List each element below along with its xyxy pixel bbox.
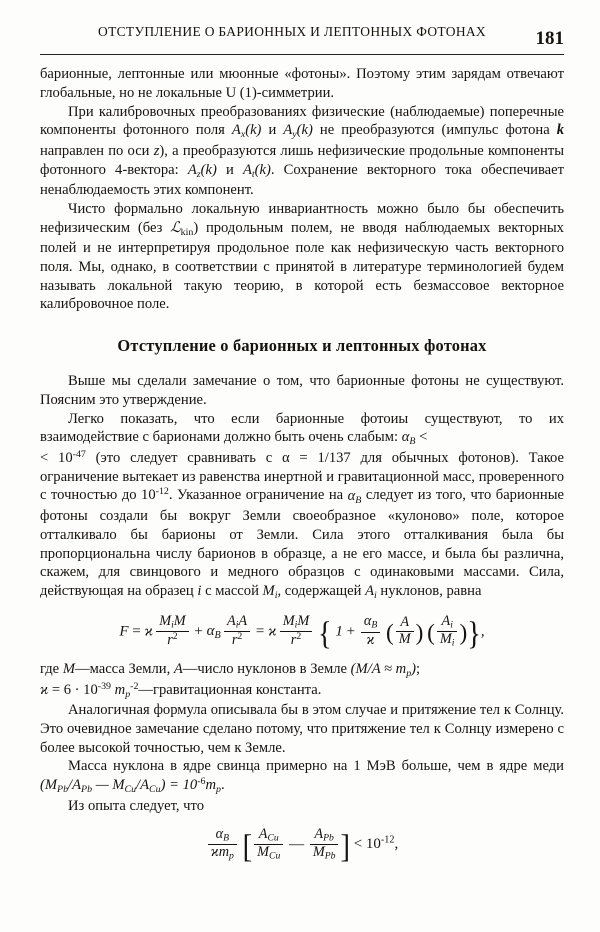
math-A-x-k: $A_x(k)$ <box>231 122 262 141</box>
math-alpha-B: $\alpha_B$ <box>347 487 362 506</box>
math-M-over-A: $(M/A \approx m_p)$ <box>350 661 417 679</box>
math-nucleons-Ai: $A_i$ <box>365 583 377 601</box>
header-rule <box>40 54 564 55</box>
math-A-z-k: $A_z(k)$ <box>187 161 217 180</box>
paragraph-4: Выше мы сделали замечание о том, что барионные фотоны не существуют. Поясним это утверждение. <box>40 373 564 408</box>
paragraph-1: барионные, лептонные или мюонные «фотоны». Поэтому этим зарядам отвечают глобальные, но не локальные U (1)-симметрии. <box>40 66 564 101</box>
paragraph-5: Легко показать, что если барионные фотоиы существуют, то их взаимодействие с барионами должно быть очень слабым: $\alpha_B$ < < $10^{-47}$ (это следует сравнивать с α = 1/137 для обычных фотонов). Такое ограничение вытекает из равенства инертной и гравитационной масс, проверенного с точностью до $10^{-12}$. Указанное ограничение на $\alpha_B$ следует из того, что барионные фотоны создали бы вокруг Земли своеобразное «кулоново» поле, которое отталкивало бы барионы от Земли. Сила этого отталкивания была бы пропорциональна числу барионов в образце, а не его массе, и была бы различна, скажем, для свинцового и медного образцов с одинаковыми массами. Сила, действующая на образец i с массой $M_i$, содержащей $A_i$ нуклонов, равна <box>40 410 564 601</box>
math-k-vector: k <box>556 122 565 139</box>
math-alpha-B-bound: $\alpha_B$ <box>401 429 416 448</box>
paragraph-3: Чисто формально локальную инвариантность можно было бы обеспечить нефизическим (без ℒkin) продольным полем, не вводя наблюдаемых векторных полей и не интерпретируя продольное поле как нефизическую часть векторного поля. Мы, однако, в соответствии с принятой в литературе терминологией будем называть локальной такую теорию, в которой есть безмассовое векторное калибровочное поле. <box>40 200 564 313</box>
math-A-t-k: $A_t(k)$ <box>242 161 271 180</box>
page-number: 181 <box>535 28 564 49</box>
math-kappa-value: ϰ <box>40 681 49 698</box>
equation-force: F = ϰ $\frac{M_iM}{r^2}$ + $\alpha_B$ $\frac{A_iA}{r^2}$ = ϰ $\frac{M_iM}{r^2}$ { 1 + $\frac{\alpha_B}{ϰ}$ ( $\frac{A}{M}$ ) ( $\frac{A_i}{M_i}$ )}, <box>119 612 485 653</box>
paragraph-9: Из опыта следует, что <box>68 797 204 814</box>
paragraph-2: При калибровочных преобразованиях физические (наблюдаемые) поперечные компоненты фотонного поля $A_x(k)$ и $A_y(k)$ не преобразуются (импульс фотона k направлен по оси z), а преобразуются лишь нефизические продольные компоненты фотонного 4-вектора: $A_z(k)$ и $A_t(k)$. Сохранение векторного тока обеспечивает ненаблюдаемость этих компонент. <box>40 103 565 198</box>
math-A-y-k: $A_y(k)$ <box>283 122 313 141</box>
math-lead-copper: ($M_{Pb}/A_{Pb}$ — $M_{Cu}/A_{Cu}) = 10^{-6}m_p$ <box>40 776 221 796</box>
math-axis-z: z <box>153 142 160 159</box>
math-mass-Mi: $M_i$ <box>262 583 278 601</box>
math-sample-i: i <box>197 583 202 600</box>
math-L-kin: ℒkin <box>170 219 194 238</box>
paragraph-6: где M—масса Земли, A—число нуклонов в Земле $(M/A \approx m_p)$; $ϰ = 6 \cdot 10^{-39}$ $m_p^{-2}—гравитационная$ константа. <box>40 661 421 700</box>
paragraph-8: Масса нуклона в ядре свинца примерно на 1 МэВ больше, чем в ядре меди ($M_{Pb}/A_{Pb}$ — $M_{Cu}/A_{Cu}) = 10^{-6}m_p$. <box>40 758 564 796</box>
equation-bound: $\frac{\alpha_B}{ϰm_p}$ [ $\frac{A_{Cu}}{M_{Cu}}$ — $\frac{A_{Pb}}{M_{Pb}}$ ] < $10^{-12}$, <box>40 827 564 864</box>
running-title: ОТСТУПЛЕНИЕ О БАРИОННЫХ И ЛЕПТОННЫХ ФОТОНАХ <box>98 24 486 39</box>
math-M-symbol: M <box>62 661 75 678</box>
page-running-head <box>40 24 564 50</box>
section-heading: Отступление о барионных и лептонных фотонах <box>117 336 487 355</box>
paragraph-7: Аналогичная формула описывала бы в этом случае и притяжение тел к Солнцу. Это очевидное замечание сделано потому, что притяжение тел к Солнцу измерено с более высокой точностью, чем к Земле. <box>40 702 564 756</box>
math-A-symbol: A <box>173 661 183 678</box>
